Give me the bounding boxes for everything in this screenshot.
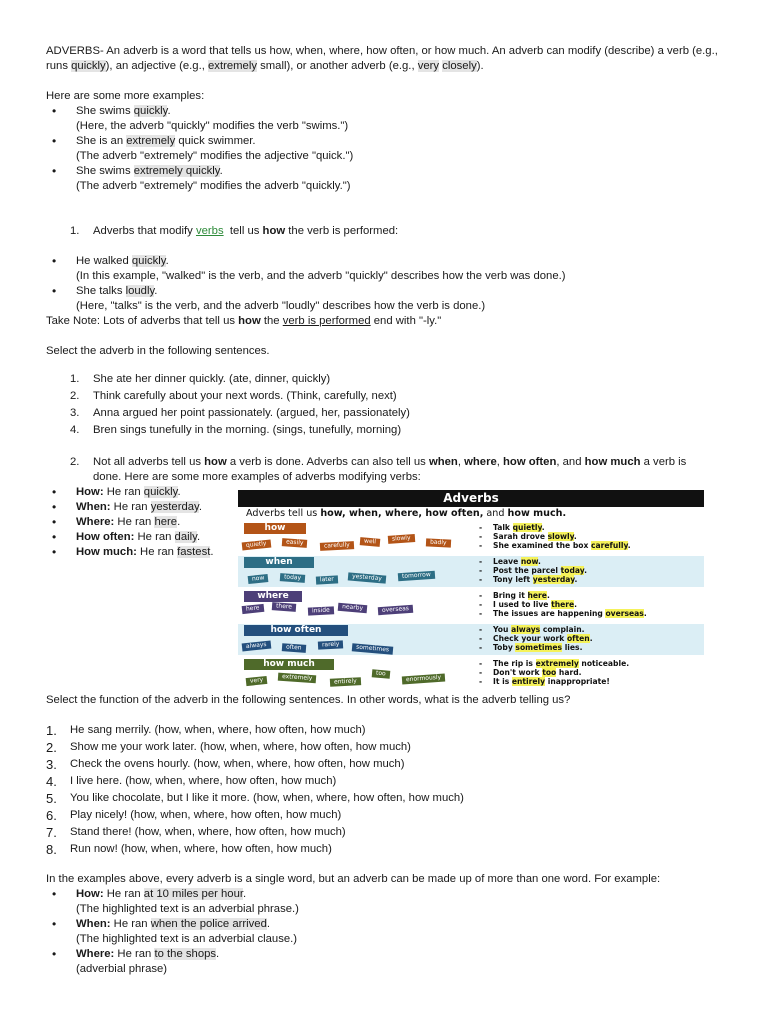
list-item: • When: He ran when the police arrived. (The highlighted text is an adverbial clause.) bbox=[46, 917, 726, 947]
example-sentences bbox=[479, 625, 593, 652]
list-item: 6. Play nicely! (how, when, where, how often, how much) bbox=[46, 808, 342, 823]
highlight-word: quickly bbox=[143, 486, 178, 498]
list-item: • She talks loudly. (Here, "talks" is the verb, and the adverb "loudly" describes how the verb is done.) bbox=[46, 284, 726, 314]
list-item: • She swims extremely quickly. (The adverb "extremely" modifies the adverb "quickly.") bbox=[46, 164, 726, 194]
adverb-word-chip: entirely bbox=[330, 677, 361, 687]
example-sentences bbox=[479, 591, 647, 618]
list-item: 8. Run now! (how, when, where, how often, how much) bbox=[46, 842, 332, 857]
example-note: (Here, the adverb "quickly" modifies the verb "swims.") bbox=[76, 120, 349, 132]
adverb-word-chip: well bbox=[360, 537, 381, 547]
highlight-adverb: today bbox=[560, 566, 585, 575]
list-item: • He walked quickly. (In this example, "walked" is the verb, and the adverb "quickly" describes how the verb was done.) bbox=[46, 254, 726, 284]
highlight-word: quickly bbox=[71, 60, 106, 72]
adverb-word-chip: later bbox=[316, 575, 338, 584]
highlight-adverb: quietly bbox=[512, 523, 542, 532]
intro-text: small), or another adverb (e.g., bbox=[256, 60, 418, 72]
infographic-row bbox=[238, 555, 704, 588]
list-item: 2. Think carefully about your next words. (Think, carefully, next) bbox=[70, 390, 397, 402]
adverb-word-chip: extremely bbox=[278, 673, 317, 684]
adverb-category-tag: when bbox=[244, 557, 314, 568]
highlight-adverb: entirely bbox=[511, 677, 546, 686]
adverb-word-chip: sometimes bbox=[352, 643, 394, 655]
list-item: 2. Show me your work later. (how, when, where, how often, how much) bbox=[46, 740, 411, 755]
example-sentence: - Talk quietly. bbox=[479, 523, 631, 532]
example-sentence: - The issues are happening overseas. bbox=[479, 609, 647, 618]
example-sentences bbox=[479, 523, 631, 550]
adverb-word-chip: enormously bbox=[402, 674, 446, 685]
adverb-word-chip: inside bbox=[308, 606, 334, 615]
examples-heading: Here are some more examples: bbox=[46, 90, 205, 102]
example-note: (The adverb "extremely" modifies the adverb "quickly.") bbox=[76, 180, 351, 192]
example-sentence: - I used to live there. bbox=[479, 600, 647, 609]
section-2-heading: 2. Not all adverbs tell us how a verb is done. Adverbs can also tell us when, where, how often, and how much a verb is done. Here are some more examples of adverbs modifying verbs: bbox=[70, 456, 687, 483]
adverb-category-tag: where bbox=[244, 591, 302, 602]
adverb-word-chip: overseas bbox=[378, 605, 413, 615]
list-item: • Where: He ran here. bbox=[46, 515, 726, 530]
highlight-word: yesterday bbox=[150, 501, 199, 513]
adverb-word-chip: there bbox=[272, 602, 296, 612]
infographic-row bbox=[238, 657, 704, 690]
list-item: • When: He ran yesterday. bbox=[46, 500, 726, 515]
highlight-word: quickly bbox=[133, 105, 168, 117]
intro-text: ), an adjective (e.g., bbox=[105, 60, 209, 72]
highlight-adverb: always bbox=[511, 625, 541, 634]
highlight-phrase: at 10 miles per hour bbox=[143, 888, 244, 900]
adverb-word-chip: slowly bbox=[388, 534, 415, 544]
list-item: • She is an extremely quick swimmer. (The adverb "extremely" modifies the adjective "quick.") bbox=[46, 134, 726, 164]
exercise-1-heading: Select the adverb in the following sentences. bbox=[46, 345, 270, 357]
document-page-lower bbox=[46, 693, 726, 977]
verbs-link[interactable]: verbs bbox=[195, 225, 224, 237]
example-sentence: - Sarah drove slowly. bbox=[479, 532, 631, 541]
example-sentence: - Bring it here. bbox=[479, 591, 647, 600]
example-sentences bbox=[479, 659, 629, 686]
list-item: • How: He ran quickly. bbox=[46, 485, 726, 500]
example-sentence: - Toby sometimes lies. bbox=[479, 643, 593, 652]
example-sentence: - Leave now. bbox=[479, 557, 587, 566]
highlight-word: here bbox=[154, 516, 178, 528]
highlight-adverb: too bbox=[542, 668, 557, 677]
highlight-adverb: sometimes bbox=[515, 643, 563, 652]
adverb-word-chip: often bbox=[282, 643, 306, 653]
list-item: 4. Bren sings tunefully in the morning. (sings, tunefully, morning) bbox=[70, 424, 402, 436]
adverb-word-chip: very bbox=[246, 676, 268, 686]
example-note: (The highlighted text is an adverbial phrase.) bbox=[76, 903, 299, 915]
highlight-adverb: slowly bbox=[547, 532, 574, 541]
highlight-word: daily bbox=[174, 531, 197, 543]
example-note: (The highlighted text is an adverbial clause.) bbox=[76, 933, 298, 945]
example-sentence: - Check your work often. bbox=[479, 634, 593, 643]
list-item: 1. He sang merrily. (how, when, where, how often, how much) bbox=[46, 723, 366, 738]
highlight-adverb: yesterday bbox=[532, 575, 575, 584]
highlight-adverb: carefully bbox=[591, 541, 628, 550]
highlight-adverb: here bbox=[527, 591, 547, 600]
example-sentences bbox=[479, 557, 587, 584]
example-note: (adverbial phrase) bbox=[76, 963, 168, 975]
example-sentence: - Don't work too hard. bbox=[479, 668, 629, 677]
adverb-word-chip: today bbox=[280, 573, 306, 583]
intro-text: ). bbox=[476, 60, 484, 72]
intro-paragraph bbox=[46, 44, 726, 74]
adverb-word-chip: easily bbox=[282, 538, 308, 548]
highlight-adverb: there bbox=[551, 600, 575, 609]
example-sentence: - The rip is extremely noticeable. bbox=[479, 659, 629, 668]
phrases-heading: In the examples above, every adverb is a single word, but an adverb can be made up of more than one word. For example: bbox=[46, 873, 661, 885]
highlight-word: fastest bbox=[177, 546, 211, 558]
adverb-category-tag: how bbox=[244, 523, 306, 534]
highlight-adverb: overseas bbox=[605, 609, 644, 618]
intro-text: ADVERBS- An adverb is a word that tells us how, when, where, how often, or how much. An adverb can modify (describe) a verb (e.g., runs bbox=[46, 45, 718, 72]
adverb-word-chip: yesterday bbox=[348, 572, 386, 583]
example-sentence: - Post the parcel today. bbox=[479, 566, 587, 575]
example-note: (Here, "talks" is the verb, and the adverb "loudly" describes how the verb is done.) bbox=[76, 300, 486, 312]
exercise-2-heading: Select the function of the adverb in the following sentences. In other words, what is the adverb telling us? bbox=[46, 694, 571, 706]
adverb-word-chip: carefully bbox=[320, 541, 354, 551]
infographic-row bbox=[238, 623, 704, 656]
list-item: • How often: He ran daily. bbox=[46, 530, 726, 545]
adverb-word-chip: too bbox=[372, 669, 390, 679]
adverb-word-chip: tomorrow bbox=[398, 571, 435, 582]
list-item: • She swims quickly. (Here, the adverb "quickly" modifies the verb "swims.") bbox=[46, 104, 726, 134]
highlight-word: closely bbox=[442, 60, 477, 72]
highlight-word: extremely bbox=[208, 60, 257, 72]
adverb-word-chip: now bbox=[248, 574, 269, 584]
infographic-row bbox=[238, 521, 704, 554]
highlight-word: loudly bbox=[125, 285, 155, 297]
adverb-word-chip: quietly bbox=[242, 540, 271, 551]
list-item: • How: He ran at 10 miles per hour. (The highlighted text is an adverbial phrase.) bbox=[46, 887, 726, 917]
list-item: 5. You like chocolate, but I like it more. (how, when, where, how often, how much) bbox=[46, 791, 464, 806]
example-sentence: - You always complain. bbox=[479, 625, 593, 634]
highlight-word: very bbox=[417, 60, 440, 72]
list-item: 1. She ate her dinner quickly. (ate, dinner, quickly) bbox=[70, 373, 331, 385]
adverb-word-chip: here bbox=[242, 604, 264, 614]
list-item: 3. Check the ovens hourly. (how, when, where, how often, how much) bbox=[46, 757, 405, 772]
list-item: 7. Stand there! (how, when, where, how often, how much) bbox=[46, 825, 346, 840]
document-page bbox=[46, 44, 726, 560]
adverb-category-tag: how much bbox=[244, 659, 334, 670]
adverb-word-chip: rarely bbox=[318, 640, 344, 649]
highlight-adverb: extremely bbox=[535, 659, 579, 668]
example-sentence: - Tony left yesterday. bbox=[479, 575, 587, 584]
highlight-phrase: to the shops bbox=[154, 948, 217, 960]
highlight-phrase: when the police arrived bbox=[150, 918, 267, 930]
adverb-word-chip: nearby bbox=[338, 603, 368, 613]
section-1-heading: 1. Adverbs that modify verbs tell us how the verb is performed: bbox=[70, 225, 399, 237]
take-note: Take Note: Lots of adverbs that tell us how the verb is performed end with "-ly." bbox=[46, 315, 442, 327]
highlight-word: extremely quickly bbox=[133, 165, 220, 177]
example-sentence: - She examined the box carefully. bbox=[479, 541, 631, 550]
highlight-adverb: often bbox=[566, 634, 590, 643]
highlight-word: extremely bbox=[126, 135, 176, 147]
row-band bbox=[238, 522, 704, 553]
adverb-word-chip: badly bbox=[426, 538, 451, 547]
example-note: (In this example, "walked" is the verb, and the adverb "quickly" describes how the verb was done.) bbox=[76, 270, 566, 282]
example-note: (The adverb "extremely" modifies the adjective "quick.") bbox=[76, 150, 354, 162]
list-item: 4. I live here. (how, when, where, how often, how much) bbox=[46, 774, 337, 789]
adverbs-infographic bbox=[238, 490, 704, 690]
infographic-title: Adverbs bbox=[238, 490, 704, 507]
highlight-adverb: now bbox=[520, 557, 539, 566]
list-item: 3. Anna argued her point passionately. (argued, her, passionately) bbox=[70, 407, 410, 419]
example-sentence: - It is entirely inappropriate! bbox=[479, 677, 629, 686]
list-item: • How much: He ran fastest. bbox=[46, 545, 726, 560]
infographic-subtitle: Adverbs tell us how, when, where, how often, and how much. bbox=[246, 508, 567, 519]
highlight-word: quickly bbox=[131, 255, 166, 267]
list-item: • Where: He ran to the shops. (adverbial phrase) bbox=[46, 947, 726, 977]
infographic-row bbox=[238, 589, 704, 622]
adverb-category-tag: how often bbox=[244, 625, 348, 636]
adverb-word-chip: always bbox=[242, 641, 271, 652]
